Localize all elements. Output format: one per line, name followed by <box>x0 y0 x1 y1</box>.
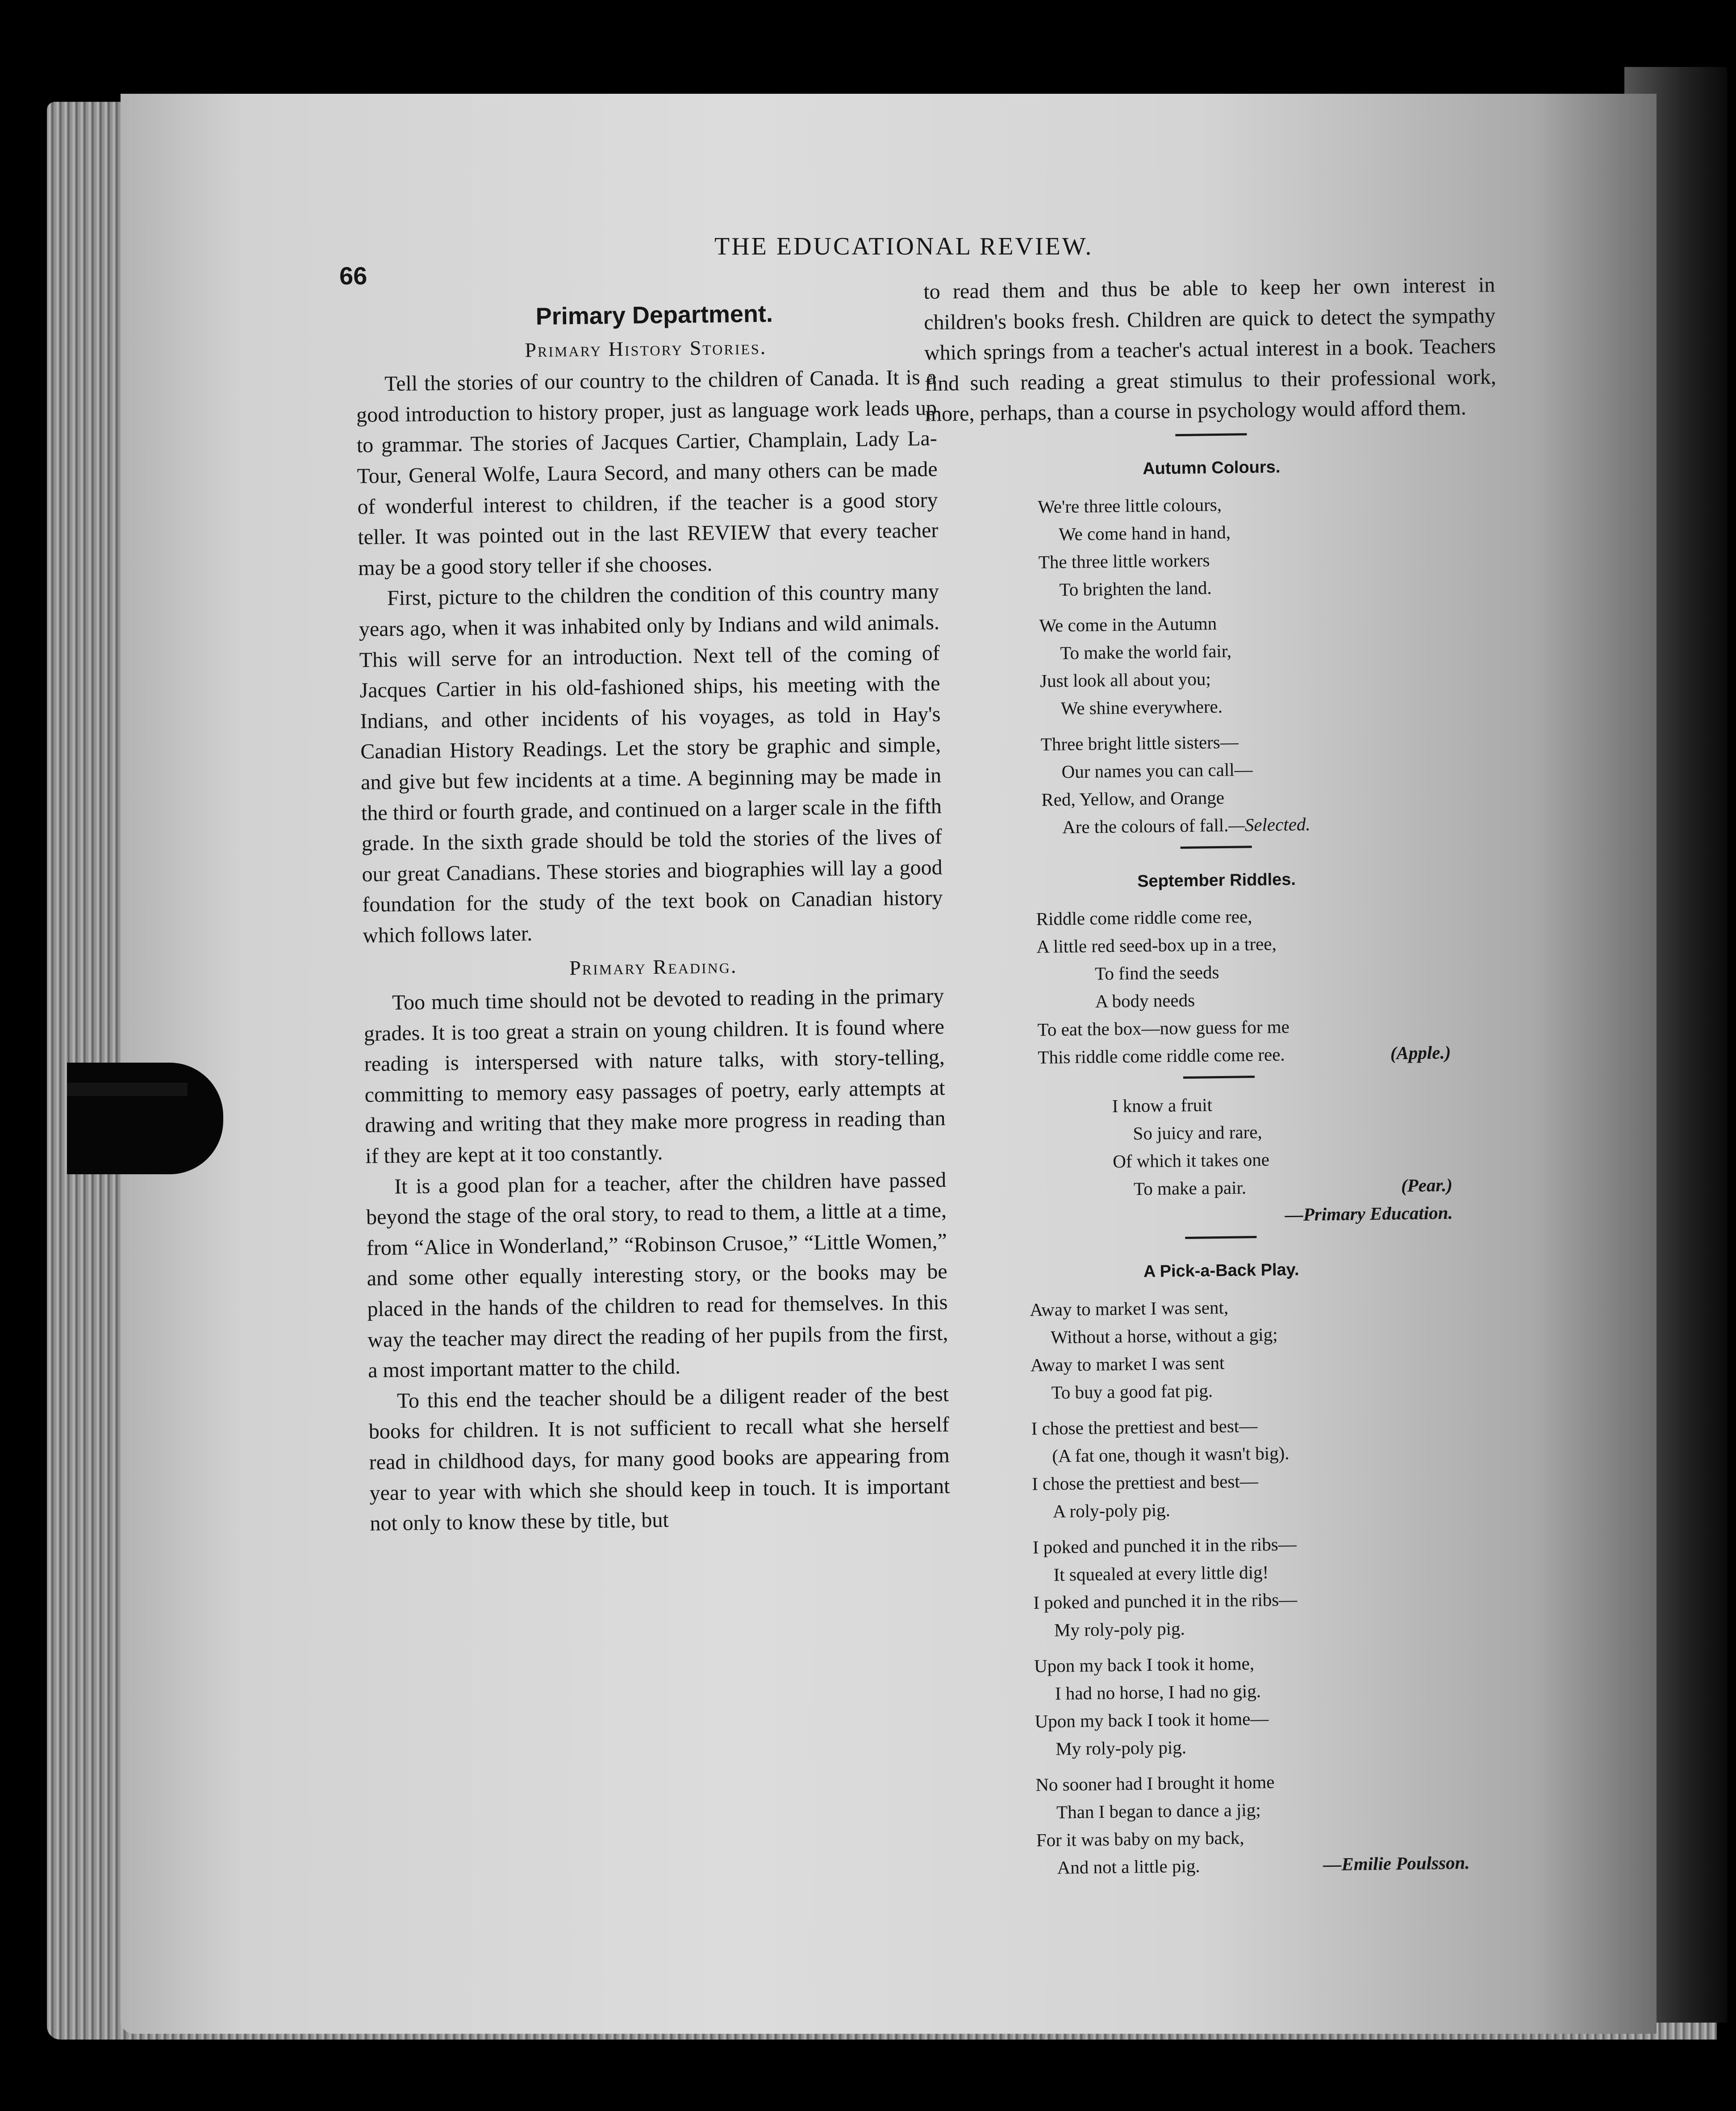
stanza <box>1039 606 1500 722</box>
autumn-attribution: —Selected. <box>1228 814 1310 835</box>
poem-line: To find the seeds <box>1094 962 1219 984</box>
pick-a-back-poem <box>936 1290 1515 1883</box>
stanza <box>1038 487 1499 604</box>
poem-line: To eat the box—now guess for me <box>1037 1016 1290 1040</box>
poem-line: To buy a good fat pig. <box>1051 1380 1213 1403</box>
september-riddles-title: September Riddles. <box>1137 870 1296 891</box>
poem-line: Red, Yellow, and Orange <box>1041 787 1225 810</box>
stanza <box>1034 1647 1469 1763</box>
history-paragraph-1: Tell the stories of our country to the children of Canada. It is a good introduction to history proper, just as language work leads up to grammar. The stories of Jacques Cartier, Champlain, Lady La-Tour, General Wolfe, Laura Secord, and many others can be made of wonderful interest to children, if the teacher is a good story teller. It was pointed out in the last REVIEW that every teacher may be a good story teller if she chooses. <box>356 365 939 580</box>
riddle-one <box>931 899 1504 1072</box>
poem-line: Three bright little sisters— <box>1040 731 1239 755</box>
pick-a-back-attribution: —Emilie Poulsson. <box>1323 1852 1470 1875</box>
poem-line: Our names you can call— <box>1061 759 1253 782</box>
poem-line: I chose the prettiest and best— <box>1031 1470 1258 1494</box>
reading-paragraph-3: To this end the teacher should be a diligent reader of the best books for children. It is not sufficient to recall what she herself read in childhood days, for many good books are appearing from year to year with which she should keep in touch. It is important not only to know these by title, but <box>368 1382 950 1535</box>
poem-line: No sooner had I brought it home <box>1035 1771 1275 1795</box>
poem-line: I poked and punched it in the ribs— <box>1033 1589 1298 1613</box>
autumn-colours-title: Autumn Colours. <box>1142 458 1281 478</box>
primary-reading-heading: Primary Reading. <box>569 955 738 980</box>
section-rule <box>1175 433 1247 436</box>
poem-line: To brighten the land. <box>1059 577 1212 600</box>
section-rule <box>1185 1236 1256 1239</box>
stanza <box>1040 725 1502 841</box>
poem-line: I poked and punched it in the ribs— <box>1032 1533 1297 1557</box>
poem-line: Upon my back I took it home, <box>1034 1652 1255 1676</box>
binding-clip <box>67 1063 223 1174</box>
poem-line: A body needs <box>1095 989 1195 1012</box>
riddle-answer-pear: (Pear.) <box>1401 1174 1453 1196</box>
riddles-attribution: —Primary Education. <box>1285 1202 1453 1225</box>
continued-paragraph: to read them and thus be able to keep her own interest in children's books fresh. Children are quick to detect the sympathy which springs from a teacher's actual interest in a book. Teachers find such reading a great stimulus to their professional work, more, perhaps, than a course in psychology would afford them. <box>923 273 1497 426</box>
poem-line: Just look all about you; <box>1039 668 1211 691</box>
poem-line: Than I began to dance a jig; <box>1056 1799 1261 1823</box>
poem-line: So juicy and rare, <box>1133 1122 1262 1144</box>
poem-line-text: And not a little pig. <box>1057 1855 1200 1878</box>
poem-line: My roly-poly pig. <box>1054 1618 1185 1640</box>
poem-line: My roly-poly pig. <box>1056 1736 1187 1759</box>
reading-paragraph-2: It is a good plan for a teacher, after the children have passed beyond the stage of the oral story, to read to them, a little at a time, from “Alice in Wonderland,” “Robinson Crusoe,” “Little Women,” and some other equally interesting story, or the books may be placed in the hands of the children to read for themselves. In this way the teacher may direct the reading of her pupils from the first, a most important matter to the child. <box>366 1168 948 1383</box>
riddle-answer-apple: (Apple.) <box>1390 1042 1451 1064</box>
poem-line: Away to market I was sent, <box>1029 1297 1229 1320</box>
poem-line <box>1042 808 1502 841</box>
poem-line: Of which it takes one <box>1112 1149 1270 1172</box>
poem-line: It squealed at every little dig! <box>1053 1561 1269 1585</box>
poem-line: We come in the Autumn <box>1039 613 1217 636</box>
poem-line: The three little workers <box>1038 549 1210 572</box>
pick-a-back-title: A Pick-a-Back Play. <box>1143 1260 1299 1281</box>
riddle-two <box>933 1087 1506 1233</box>
poem-line: We come hand in hand, <box>1058 521 1231 544</box>
poem-line <box>1036 1848 1470 1882</box>
poem-line-text: This riddle come riddle come ree. <box>1038 1044 1285 1068</box>
poem-line <box>1113 1171 1453 1203</box>
poem-line: I know a fruit <box>1112 1094 1213 1117</box>
stanza <box>1031 1409 1465 1525</box>
history-paragraph-2: First, picture to the children the condition of this country many years ago, when it was inhabited only by Indians and wild animals. This will serve for an introduction. Next tell of the coming of Jacques Cartier in his old-fashioned ships, his meeting with the Indians, and other incidents of his voyages, as told in Hay's Canadian History Readings. Let the story be graphic and simple, and give but few incidents at a time. A beginning may be made in the third or fourth grade, and continued on a larger scale in the fifth grade. In the sixth grade should be told the stories of the lives of our great Canadians. These stories and biographies will lay a good foundation for the study of the text book on Canadian history which follows later. <box>359 580 943 947</box>
stanza <box>1030 1290 1464 1406</box>
section-rule <box>1181 846 1252 849</box>
poem-line: To make the world fair, <box>1060 640 1232 663</box>
poem-line: I had no horse, I had no gig. <box>1055 1680 1261 1704</box>
binding-strip <box>67 1083 188 1096</box>
poem-line: A roly-poly pig. <box>1052 1499 1171 1522</box>
reading-paragraph-1: Too much time should not be devoted to reading in the primary grades. It is too great a strain on young children. It is found where reading is interspersed with nature talks, with story-telling, committing to memory easy passages of poetry, early attempts at drawing and writing that they make more progress in reading than if they are kept at it too constantly. <box>363 984 946 1168</box>
poem-line: (A fat one, though it wasn't big). <box>1052 1442 1289 1466</box>
section-rule <box>1183 1076 1255 1079</box>
poem-line: We shine everywhere. <box>1060 696 1223 718</box>
department-title: Primary Department. <box>535 300 773 330</box>
right-column <box>923 270 1515 1882</box>
poem-line-text: Are the colours of fall. <box>1062 814 1229 837</box>
poem-line <box>1038 1039 1451 1071</box>
poem-line: Away to market I was sent <box>1030 1352 1225 1376</box>
history-stories-heading: Primary History Stories. <box>525 335 767 361</box>
stanza <box>1035 1765 1470 1882</box>
poem-line: I chose the prettiest and best— <box>1031 1415 1258 1439</box>
page-number: 66 <box>339 262 367 290</box>
poem-line: Upon my back I took it home— <box>1035 1708 1269 1731</box>
running-header: THE EDUCATIONAL REVIEW. <box>714 233 1093 260</box>
autumn-colours-poem <box>926 487 1502 843</box>
poem-line: Riddle come riddle come ree, <box>1036 906 1252 930</box>
poem-line: A little red seed-box up in a tree, <box>1036 933 1277 957</box>
poem-line: Without a horse, without a gig; <box>1050 1324 1278 1348</box>
stanza <box>1032 1528 1467 1644</box>
left-column <box>355 296 951 1539</box>
poem-line: For it was baby on my back, <box>1036 1827 1244 1850</box>
poem-line-text: To make a pair. <box>1133 1177 1247 1199</box>
poem-line: We're three little colours, <box>1038 494 1222 517</box>
